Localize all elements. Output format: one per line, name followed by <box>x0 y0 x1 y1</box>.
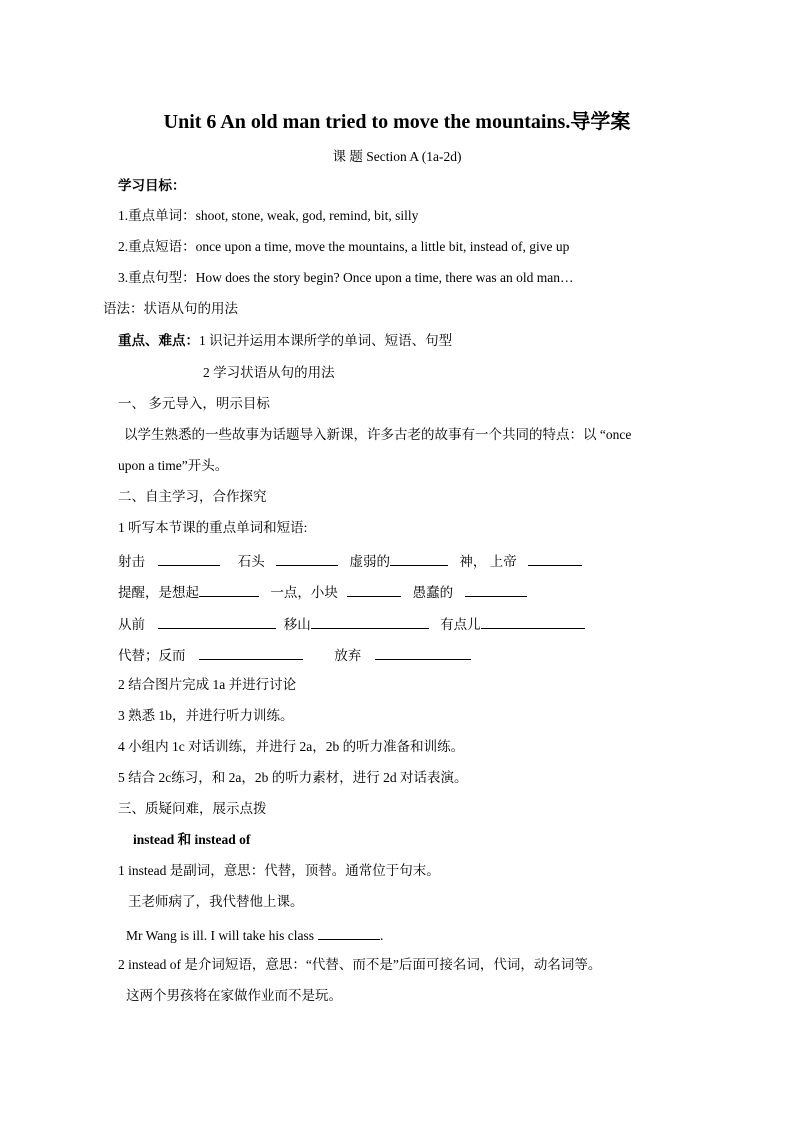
document-title: Unit 6 An old man tried to move the mountains.导学案 <box>163 111 631 133</box>
grammar-line: 语法：状语从句的用法 <box>103 301 238 316</box>
vocab-row-4 <box>118 645 475 665</box>
objective-words: 1.重点单词：shoot, stone, weak, god, remind, bit, silly <box>118 208 419 223</box>
task3-instruction: 3 熟悉 1b，并进行听力训练。 <box>118 708 294 723</box>
lesson-subtitle: 课 题 Section A (1a-2d) <box>332 149 462 164</box>
example1-chinese: 王老师病了，我代替他上课。 <box>128 894 304 909</box>
vocab-god-blank[interactable] <box>528 551 582 566</box>
vocab-bit-label: 一点，小块 <box>270 585 338 600</box>
key-points-label: 重点、难点： <box>118 333 199 348</box>
task1-instruction: 1 听写本节课的重点单词和短语: <box>118 520 308 535</box>
section3-topic: instead 和 instead of <box>133 832 251 847</box>
key-point-2: 2 学习状语从句的用法 <box>203 365 335 380</box>
vocab-stone-blank[interactable] <box>276 551 338 566</box>
vocab-move-label: 移山 <box>283 617 311 632</box>
section1-paragraph-line1: 以学生熟悉的一些故事为话题导入新课，许多古老的故事有一个共同的特点：以 “once <box>124 427 632 442</box>
key-point-1: 1 识记并运用本课所学的单词、短语、句型 <box>199 333 453 348</box>
vocab-give-up-blank[interactable] <box>375 645 471 660</box>
section2-heading: 二、自主学习，合作探究 <box>118 489 267 504</box>
vocab-god-label: 神， 上帝 <box>459 554 517 569</box>
example1-answer-blank[interactable] <box>318 925 380 940</box>
vocab-once-blank[interactable] <box>158 614 276 629</box>
vocab-row-1 <box>118 551 586 571</box>
vocab-move-blank[interactable] <box>311 614 429 629</box>
task4-instruction: 4 小组内 1c 对话训练，并进行 2a，2b 的听力准备和训练。 <box>118 739 465 754</box>
vocab-shoot-blank[interactable] <box>158 551 220 566</box>
section1-paragraph-line2: upon a time”开头。 <box>118 458 229 473</box>
task5-instruction: 5 结合 2c练习，和 2a，2b 的听力素材，进行 2d 对话表演。 <box>118 770 468 785</box>
vocab-weak-blank[interactable] <box>390 551 448 566</box>
objective-sentences: 3.重点句型：How does the story begin? Once upon a time, there was an old man… <box>118 270 574 285</box>
task2-instruction: 2 结合图片完成 1a 并进行讨论 <box>118 677 297 692</box>
vocab-remind-blank[interactable] <box>199 582 259 597</box>
vocab-silly-blank[interactable] <box>465 582 527 597</box>
objective-phrases: 2.重点短语：once upon a time, move the mountains, a little bit, instead of, give up <box>118 239 570 254</box>
objectives-heading: 学习目标： <box>118 178 186 193</box>
vocab-row-2 <box>118 582 531 602</box>
example2-chinese: 这两个男孩将在家做作业而不是玩。 <box>126 988 342 1003</box>
example1-english <box>126 925 383 945</box>
vocab-weak-label: 虚弱的 <box>349 554 390 569</box>
vocab-row-3 <box>118 614 589 634</box>
section1-heading: 一、 多元导入，明示目标 <box>118 396 270 411</box>
vocab-instead-label: 代替；反而 <box>118 648 186 663</box>
vocab-bit-blank[interactable] <box>347 582 401 597</box>
vocab-once-label: 从前 <box>118 617 145 632</box>
point2-text: 2 instead of 是介词短语，意思：“代替、而不是”后面可接名词，代词，动名词等。 <box>118 957 602 972</box>
example1-english-period: . <box>380 928 384 943</box>
vocab-shoot-label: 射击 <box>118 554 145 569</box>
vocab-little-bit-blank[interactable] <box>481 614 585 629</box>
vocab-remind-label: 提醒，是想起 <box>118 585 199 600</box>
vocab-give-up-label: 放弃 <box>334 648 362 663</box>
vocab-silly-label: 愚蠢的 <box>412 585 454 600</box>
vocab-little-bit-label: 有点儿 <box>440 617 481 632</box>
vocab-instead-blank[interactable] <box>199 645 303 660</box>
vocab-stone-label: 石头 <box>237 554 265 569</box>
example1-english-text: Mr Wang is ill. I will take his class <box>126 928 315 943</box>
section3-heading: 三、质疑问难，展示点拨 <box>118 801 267 816</box>
point1-text: 1 instead 是副词，意思：代替，顶替。通常位于句末。 <box>118 863 440 878</box>
key-points-line <box>118 332 452 350</box>
